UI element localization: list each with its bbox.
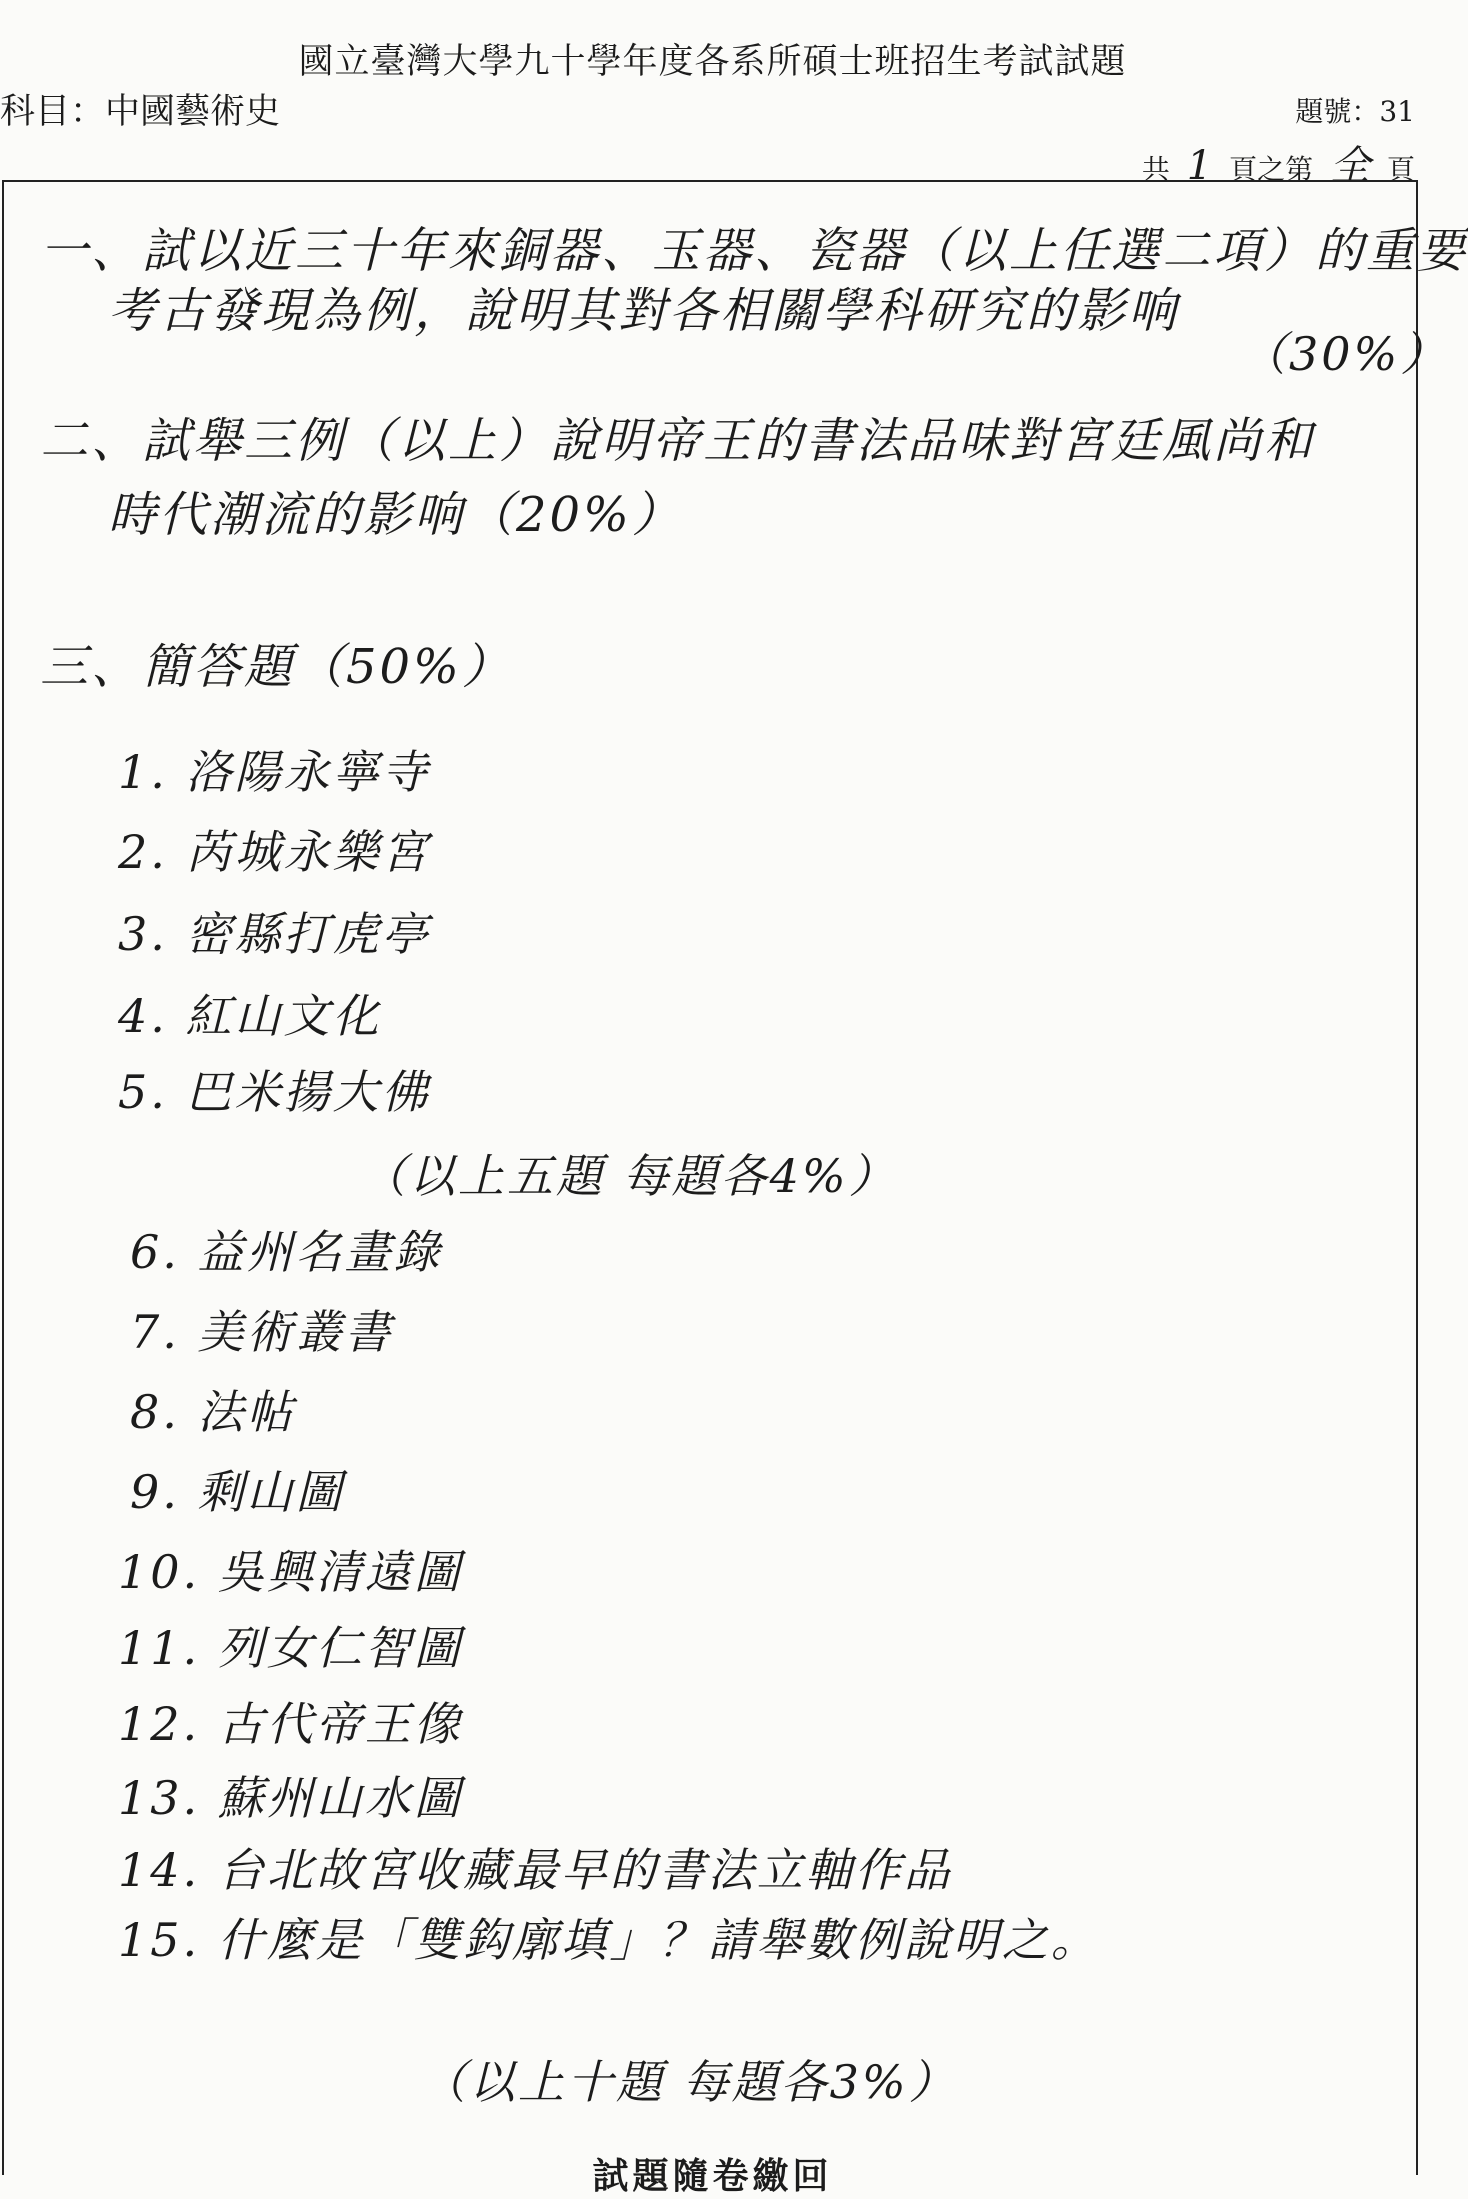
- q3-heading: 三、簡答題（50%）: [40, 639, 513, 695]
- q3-item-10: 10. 吳興清遠圖: [118, 1545, 463, 1599]
- q3-item-12: 12. 古代帝王像: [118, 1697, 463, 1751]
- q3-item-3: 3. 密縣打虎亭: [118, 907, 431, 961]
- q3-item-9: 9. 剩山圖: [130, 1465, 345, 1519]
- q3-item-14: 14. 台北故宮收藏最早的書法立軸作品: [118, 1843, 953, 1897]
- footer-note: 試題隨卷繳回: [592, 2155, 833, 2197]
- q3-note-b: （以上十題 每題各3%）: [420, 2055, 958, 2109]
- q3-item-7: 7. 美術叢書: [130, 1305, 394, 1359]
- q3-item-4: 4. 紅山文化: [118, 989, 382, 1043]
- page-total: 1: [1186, 143, 1213, 189]
- page-pre: 共: [1141, 153, 1170, 186]
- subject-label: 科目：中國藝術史: [0, 92, 281, 132]
- q3-item-13: 13. 蘇州山水圖: [118, 1771, 463, 1825]
- q3-item-6: 6. 益州名畫錄: [130, 1225, 443, 1279]
- exam-title: 國立臺灣大學九十學年度各系所碩士班招生考試試題: [298, 42, 1127, 82]
- q3-item-1: 1. 洛陽永寧寺: [118, 745, 431, 799]
- q1-line2: 考古發現為例，說明其對各相關學科研究的影响: [108, 283, 1180, 339]
- q3-item-15: 15. 什麼是「雙鈎廓填」？請舉數例說明之。: [118, 1913, 1100, 1967]
- q1-score: （30%）: [1240, 327, 1450, 381]
- page-mid: 頁之第: [1229, 153, 1314, 186]
- q3-note-a: （以上五題 每題各4%）: [360, 1149, 898, 1203]
- q2-line2: 時代潮流的影响（20%）: [108, 487, 683, 543]
- q3-item-11: 11. 列女仁智圖: [118, 1621, 463, 1675]
- page-post: 頁: [1386, 153, 1415, 186]
- q3-item-8: 8. 法帖: [130, 1385, 296, 1439]
- q3-item-5: 5. 巴米揚大佛: [118, 1065, 431, 1119]
- question-number: 題號：31: [1295, 95, 1415, 128]
- q1-line1: 一、試以近三十年來銅器、玉器、瓷器（以上任選二項）的重要: [40, 223, 1468, 279]
- q2-line1: 二、試舉三例（以上）說明帝王的書法品味對宮廷風尚和: [40, 413, 1316, 469]
- page-current: 全: [1330, 143, 1371, 189]
- q3-item-2: 2. 芮城永樂宮: [118, 825, 431, 879]
